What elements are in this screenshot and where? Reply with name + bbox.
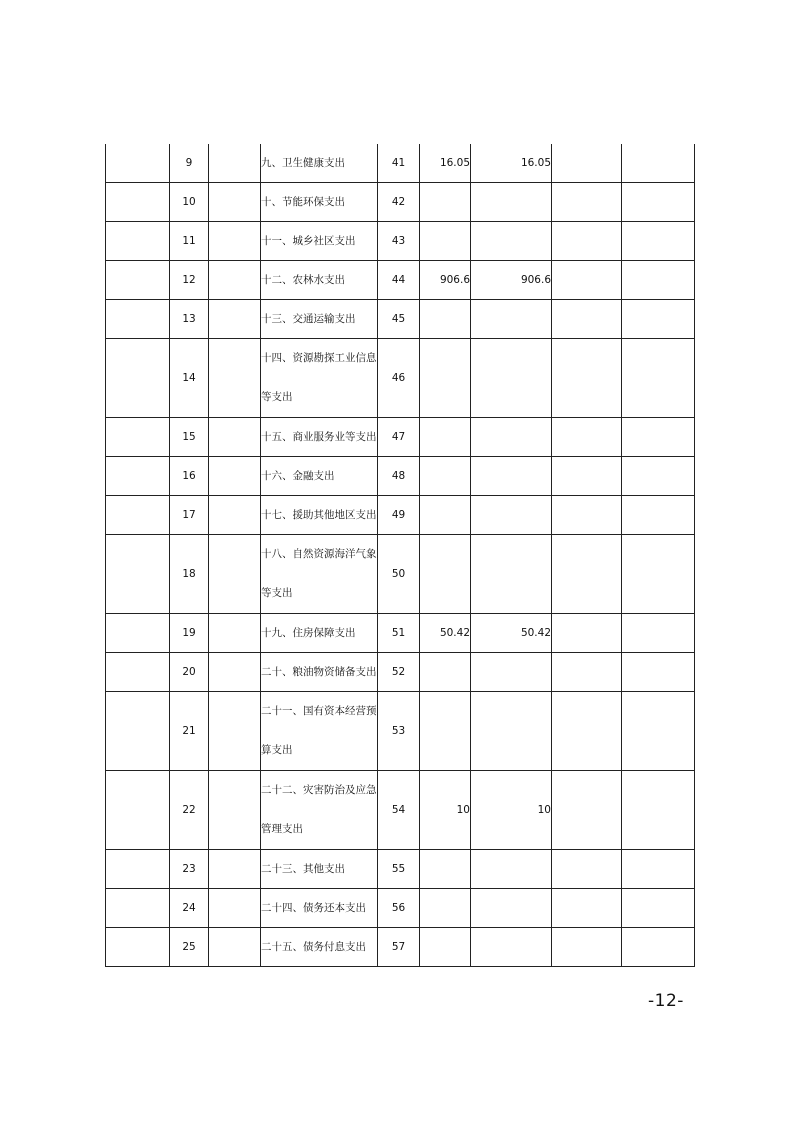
- blank-cell: [622, 771, 695, 850]
- blank-cell: [209, 496, 261, 535]
- total-amount-cell: 16.05: [420, 144, 471, 183]
- blank-cell: [552, 928, 622, 967]
- line-number-cell: 45: [378, 300, 420, 339]
- item-name-cell: [261, 339, 378, 418]
- blank-cell: [209, 771, 261, 850]
- blank-cell: [622, 653, 695, 692]
- blank-cell: [552, 300, 622, 339]
- item-name-line: 二十二、灾害防治及应急: [261, 784, 377, 796]
- line-number-cell: 52: [378, 653, 420, 692]
- general-budget-cell: [471, 339, 552, 418]
- total-amount-cell: [420, 339, 471, 418]
- blank-cell: [106, 339, 170, 418]
- blank-cell: [622, 144, 695, 183]
- blank-cell: [209, 889, 261, 928]
- blank-cell: [552, 771, 622, 850]
- blank-cell: [622, 261, 695, 300]
- total-amount-cell: [420, 183, 471, 222]
- general-budget-cell: [471, 457, 552, 496]
- item-name-line: 十九、住房保障支出: [261, 626, 356, 639]
- item-name-line: 二十三、其他支出: [261, 862, 345, 875]
- item-name-cell: [261, 889, 378, 928]
- blank-cell: [552, 457, 622, 496]
- blank-cell: [106, 614, 170, 653]
- total-amount-cell: [420, 928, 471, 967]
- total-amount-cell: [420, 850, 471, 889]
- row-number-cell: 18: [170, 535, 209, 614]
- blank-cell: [622, 850, 695, 889]
- item-name-cell: [261, 535, 378, 614]
- row-number-cell: 10: [170, 183, 209, 222]
- blank-cell: [209, 928, 261, 967]
- item-name-line: 十八、自然资源海洋气象: [261, 548, 377, 560]
- general-budget-cell: [471, 535, 552, 614]
- row-number-cell: 24: [170, 889, 209, 928]
- total-amount-cell: 906.6: [420, 261, 471, 300]
- line-number-cell: 54: [378, 771, 420, 850]
- blank-cell: [622, 535, 695, 614]
- table-row: [106, 653, 695, 692]
- blank-cell: [106, 183, 170, 222]
- blank-cell: [106, 496, 170, 535]
- general-budget-cell: [471, 653, 552, 692]
- item-name-cell: [261, 222, 378, 261]
- total-amount-cell: [420, 457, 471, 496]
- blank-cell: [209, 339, 261, 418]
- table-row: [106, 339, 695, 418]
- blank-cell: [106, 535, 170, 614]
- item-name-line: 算支出: [261, 744, 293, 756]
- blank-cell: [552, 418, 622, 457]
- row-number-cell: 19: [170, 614, 209, 653]
- line-number-cell: 57: [378, 928, 420, 967]
- table-row: [106, 928, 695, 967]
- table-row: [106, 457, 695, 496]
- item-name-line: 管理支出: [261, 823, 303, 835]
- table-row: [106, 850, 695, 889]
- item-name-line: 二十四、债务还本支出: [261, 901, 366, 914]
- blank-cell: [552, 692, 622, 771]
- line-number-cell: 56: [378, 889, 420, 928]
- line-number-cell: 49: [378, 496, 420, 535]
- row-number-cell: 22: [170, 771, 209, 850]
- general-budget-cell: [471, 496, 552, 535]
- total-amount-cell: 10: [420, 771, 471, 850]
- total-amount-cell: [420, 535, 471, 614]
- blank-cell: [552, 183, 622, 222]
- table-row: [106, 614, 695, 653]
- blank-cell: [106, 850, 170, 889]
- blank-cell: [209, 692, 261, 771]
- blank-cell: [552, 889, 622, 928]
- total-amount-cell: [420, 692, 471, 771]
- line-number-cell: 44: [378, 261, 420, 300]
- blank-cell: [106, 889, 170, 928]
- blank-cell: [106, 222, 170, 261]
- item-name-cell: [261, 928, 378, 967]
- blank-cell: [106, 418, 170, 457]
- line-number-cell: 50: [378, 535, 420, 614]
- line-number-cell: 51: [378, 614, 420, 653]
- total-amount-cell: [420, 222, 471, 261]
- blank-cell: [209, 222, 261, 261]
- total-amount-cell: 50.42: [420, 614, 471, 653]
- item-name-cell: [261, 261, 378, 300]
- item-name-line: 等支出: [261, 391, 293, 403]
- blank-cell: [622, 300, 695, 339]
- item-name-cell: [261, 496, 378, 535]
- general-budget-cell: 50.42: [471, 614, 552, 653]
- line-number-cell: 42: [378, 183, 420, 222]
- item-name-cell: [261, 692, 378, 771]
- table-row: [106, 535, 695, 614]
- blank-cell: [209, 850, 261, 889]
- general-budget-cell: 16.05: [471, 144, 552, 183]
- total-amount-cell: [420, 496, 471, 535]
- item-name-line: 十七、援助其他地区支出: [261, 508, 377, 521]
- general-budget-cell: [471, 692, 552, 771]
- blank-cell: [106, 144, 170, 183]
- general-budget-cell: [471, 418, 552, 457]
- item-name-cell: [261, 183, 378, 222]
- line-number-cell: 48: [378, 457, 420, 496]
- blank-cell: [209, 183, 261, 222]
- general-budget-cell: [471, 850, 552, 889]
- blank-cell: [209, 261, 261, 300]
- table-row: [106, 222, 695, 261]
- table-row: [106, 771, 695, 850]
- expenditure-table: [105, 144, 695, 967]
- general-budget-cell: 906.6: [471, 261, 552, 300]
- item-name-cell: [261, 850, 378, 889]
- blank-cell: [622, 692, 695, 771]
- blank-cell: [209, 144, 261, 183]
- table-row: [106, 692, 695, 771]
- row-number-cell: 20: [170, 653, 209, 692]
- table-row: [106, 418, 695, 457]
- item-name-cell: [261, 457, 378, 496]
- blank-cell: [209, 418, 261, 457]
- item-name-line: 十三、交通运输支出: [261, 312, 356, 325]
- total-amount-cell: [420, 418, 471, 457]
- blank-cell: [622, 339, 695, 418]
- blank-cell: [552, 222, 622, 261]
- item-name-cell: [261, 771, 378, 850]
- blank-cell: [106, 653, 170, 692]
- blank-cell: [622, 889, 695, 928]
- row-number-cell: 11: [170, 222, 209, 261]
- line-number-cell: 55: [378, 850, 420, 889]
- item-name-line: 等支出: [261, 587, 293, 599]
- blank-cell: [209, 300, 261, 339]
- blank-cell: [106, 457, 170, 496]
- item-name-line: 十二、农林水支出: [261, 273, 345, 286]
- blank-cell: [552, 261, 622, 300]
- item-name-cell: [261, 418, 378, 457]
- blank-cell: [106, 300, 170, 339]
- blank-cell: [552, 614, 622, 653]
- row-number-cell: 16: [170, 457, 209, 496]
- item-name-line: 二十一、国有资本经营预: [261, 705, 377, 717]
- blank-cell: [622, 614, 695, 653]
- item-name-line: 十四、资源勘探工业信息: [261, 352, 377, 364]
- blank-cell: [106, 928, 170, 967]
- table-row: [106, 889, 695, 928]
- item-name-line: 二十、粮油物资储备支出: [261, 665, 377, 678]
- blank-cell: [209, 653, 261, 692]
- row-number-cell: 14: [170, 339, 209, 418]
- blank-cell: [209, 535, 261, 614]
- blank-cell: [622, 183, 695, 222]
- total-amount-cell: [420, 653, 471, 692]
- item-name-line: 十、节能环保支出: [261, 195, 345, 208]
- item-name-cell: [261, 300, 378, 339]
- blank-cell: [552, 496, 622, 535]
- row-number-cell: 21: [170, 692, 209, 771]
- row-number-cell: 25: [170, 928, 209, 967]
- table-row: [106, 300, 695, 339]
- row-number-cell: 23: [170, 850, 209, 889]
- table-row: [106, 144, 695, 183]
- row-number-cell: 15: [170, 418, 209, 457]
- row-number-cell: 12: [170, 261, 209, 300]
- row-number-cell: 13: [170, 300, 209, 339]
- item-name-line: 十五、商业服务业等支出: [261, 430, 377, 443]
- table-row: [106, 496, 695, 535]
- line-number-cell: 53: [378, 692, 420, 771]
- blank-cell: [552, 339, 622, 418]
- item-name-cell: [261, 144, 378, 183]
- blank-cell: [622, 222, 695, 261]
- blank-cell: [622, 418, 695, 457]
- general-budget-cell: [471, 889, 552, 928]
- line-number-cell: 43: [378, 222, 420, 261]
- table-row: [106, 183, 695, 222]
- item-name-line: 九、卫生健康支出: [261, 156, 345, 169]
- total-amount-cell: [420, 889, 471, 928]
- blank-cell: [552, 653, 622, 692]
- blank-cell: [106, 261, 170, 300]
- general-budget-cell: [471, 183, 552, 222]
- blank-cell: [552, 535, 622, 614]
- blank-cell: [552, 144, 622, 183]
- blank-cell: [552, 850, 622, 889]
- blank-cell: [622, 928, 695, 967]
- blank-cell: [622, 457, 695, 496]
- line-number-cell: 47: [378, 418, 420, 457]
- general-budget-cell: [471, 300, 552, 339]
- general-budget-cell: 10: [471, 771, 552, 850]
- blank-cell: [209, 457, 261, 496]
- page-number: -12-: [648, 991, 684, 1011]
- blank-cell: [209, 614, 261, 653]
- blank-cell: [622, 496, 695, 535]
- general-budget-cell: [471, 222, 552, 261]
- row-number-cell: 17: [170, 496, 209, 535]
- row-number-cell: 9: [170, 144, 209, 183]
- general-budget-cell: [471, 928, 552, 967]
- item-name-line: 十一、城乡社区支出: [261, 234, 356, 247]
- blank-cell: [106, 771, 170, 850]
- item-name-cell: [261, 614, 378, 653]
- item-name-cell: [261, 653, 378, 692]
- line-number-cell: 46: [378, 339, 420, 418]
- table-row: [106, 261, 695, 300]
- table-body: [106, 144, 695, 967]
- item-name-line: 二十五、债务付息支出: [261, 940, 366, 953]
- line-number-cell: 41: [378, 144, 420, 183]
- item-name-line: 十六、金融支出: [261, 469, 335, 482]
- blank-cell: [106, 692, 170, 771]
- total-amount-cell: [420, 300, 471, 339]
